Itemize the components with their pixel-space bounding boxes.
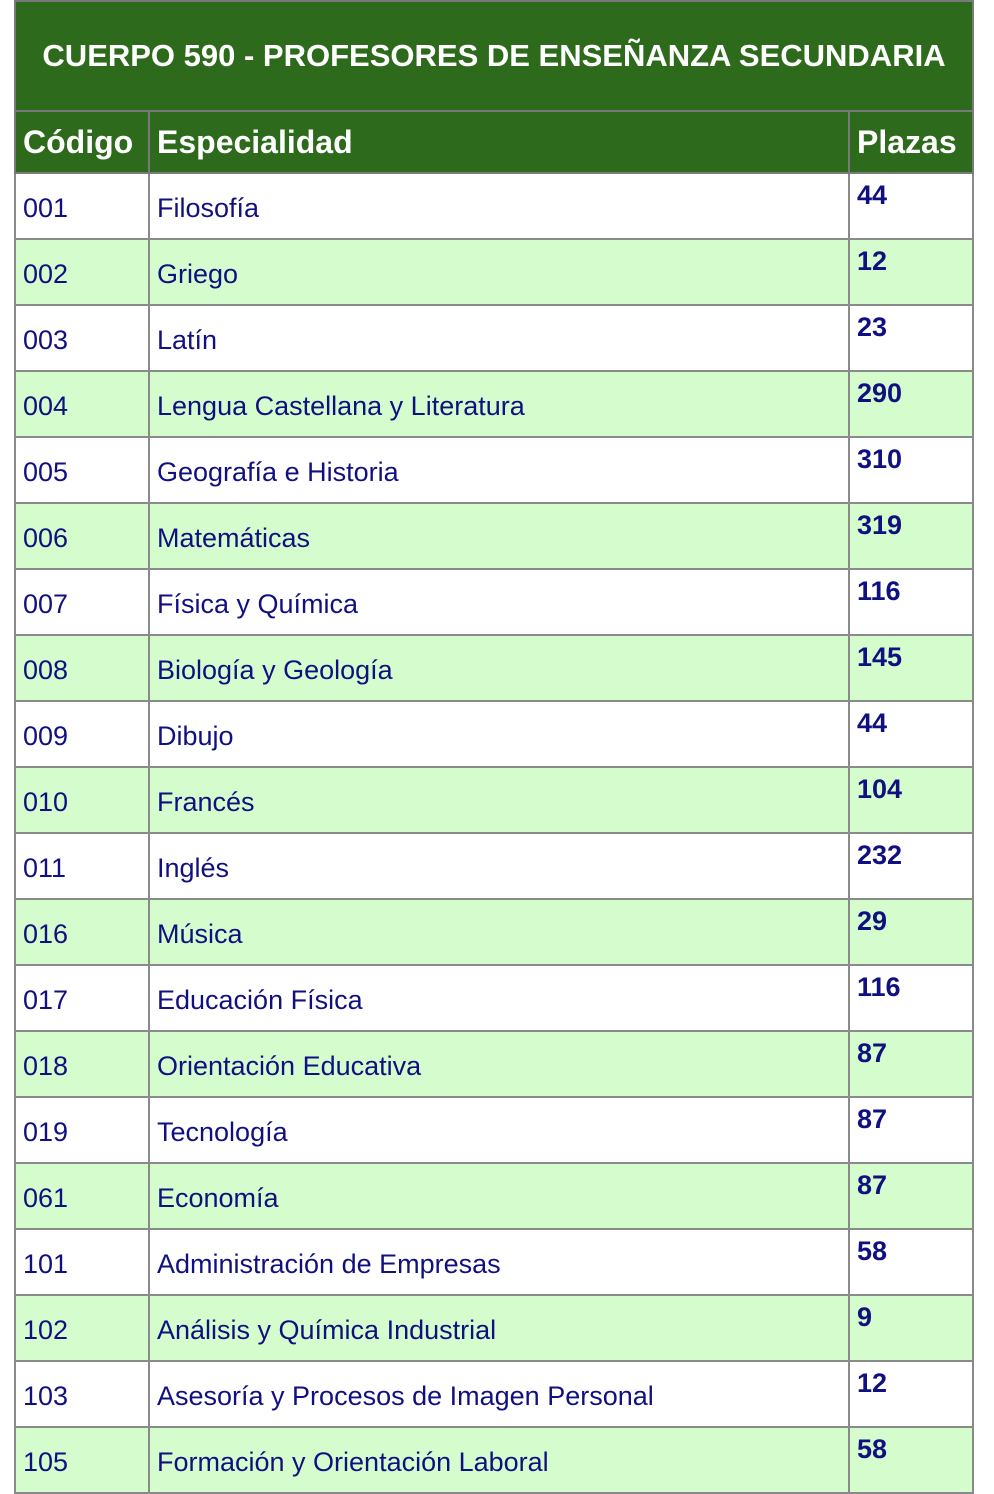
table-row bbox=[15, 437, 973, 503]
places-cell: 290 bbox=[849, 371, 973, 437]
places-cell: 319 bbox=[849, 503, 973, 569]
places-cell: 87 bbox=[849, 1163, 973, 1229]
code-cell: 016 bbox=[15, 899, 149, 965]
places-cell: 9 bbox=[849, 1295, 973, 1361]
places-cell: 145 bbox=[849, 635, 973, 701]
code-cell: 105 bbox=[15, 1427, 149, 1493]
header-specialty: Especialidad bbox=[149, 111, 849, 173]
specialty-cell: Formación y Orientación Laboral bbox=[149, 1427, 849, 1493]
table-row bbox=[15, 767, 973, 833]
specialties-table bbox=[14, 0, 974, 1494]
code-cell: 004 bbox=[15, 371, 149, 437]
specialty-cell: Tecnología bbox=[149, 1097, 849, 1163]
table-row bbox=[15, 965, 973, 1031]
code-cell: 019 bbox=[15, 1097, 149, 1163]
places-cell: 29 bbox=[849, 899, 973, 965]
code-cell: 011 bbox=[15, 833, 149, 899]
table-row bbox=[15, 173, 973, 239]
specialty-cell: Geografía e Historia bbox=[149, 437, 849, 503]
specialty-cell: Orientación Educativa bbox=[149, 1031, 849, 1097]
code-cell: 018 bbox=[15, 1031, 149, 1097]
table-title: CUERPO 590 - PROFESORES DE ENSEÑANZA SECUNDARIA bbox=[15, 1, 973, 111]
places-cell: 87 bbox=[849, 1097, 973, 1163]
code-cell: 003 bbox=[15, 305, 149, 371]
code-cell: 101 bbox=[15, 1229, 149, 1295]
table-row bbox=[15, 1163, 973, 1229]
code-cell: 009 bbox=[15, 701, 149, 767]
code-cell: 005 bbox=[15, 437, 149, 503]
specialty-cell: Música bbox=[149, 899, 849, 965]
table-row bbox=[15, 305, 973, 371]
table-row bbox=[15, 1229, 973, 1295]
table-container bbox=[14, 0, 972, 1494]
table-row bbox=[15, 1295, 973, 1361]
code-cell: 008 bbox=[15, 635, 149, 701]
table-row bbox=[15, 701, 973, 767]
code-cell: 006 bbox=[15, 503, 149, 569]
header-places: Plazas bbox=[849, 111, 973, 173]
title-row bbox=[15, 1, 973, 111]
specialty-cell: Análisis y Química Industrial bbox=[149, 1295, 849, 1361]
specialty-cell: Dibujo bbox=[149, 701, 849, 767]
table-row bbox=[15, 1427, 973, 1493]
specialty-cell: Griego bbox=[149, 239, 849, 305]
code-cell: 017 bbox=[15, 965, 149, 1031]
header-row bbox=[15, 111, 973, 173]
places-cell: 44 bbox=[849, 701, 973, 767]
specialty-cell: Lengua Castellana y Literatura bbox=[149, 371, 849, 437]
places-cell: 116 bbox=[849, 965, 973, 1031]
table-row bbox=[15, 569, 973, 635]
specialty-cell: Física y Química bbox=[149, 569, 849, 635]
table-row bbox=[15, 1361, 973, 1427]
specialty-cell: Economía bbox=[149, 1163, 849, 1229]
places-cell: 116 bbox=[849, 569, 973, 635]
table-row bbox=[15, 1031, 973, 1097]
table-row bbox=[15, 1097, 973, 1163]
places-cell: 12 bbox=[849, 1361, 973, 1427]
code-cell: 103 bbox=[15, 1361, 149, 1427]
specialty-cell: Administración de Empresas bbox=[149, 1229, 849, 1295]
code-cell: 001 bbox=[15, 173, 149, 239]
places-cell: 87 bbox=[849, 1031, 973, 1097]
specialty-cell: Matemáticas bbox=[149, 503, 849, 569]
specialty-cell: Biología y Geología bbox=[149, 635, 849, 701]
places-cell: 44 bbox=[849, 173, 973, 239]
places-cell: 12 bbox=[849, 239, 973, 305]
specialty-cell: Filosofía bbox=[149, 173, 849, 239]
table-row bbox=[15, 239, 973, 305]
code-cell: 002 bbox=[15, 239, 149, 305]
places-cell: 310 bbox=[849, 437, 973, 503]
table-row bbox=[15, 503, 973, 569]
places-cell: 58 bbox=[849, 1427, 973, 1493]
specialty-cell: Asesoría y Procesos de Imagen Personal bbox=[149, 1361, 849, 1427]
table-row bbox=[15, 833, 973, 899]
code-cell: 102 bbox=[15, 1295, 149, 1361]
table-row bbox=[15, 635, 973, 701]
table-row bbox=[15, 899, 973, 965]
places-cell: 23 bbox=[849, 305, 973, 371]
specialty-cell: Latín bbox=[149, 305, 849, 371]
specialty-cell: Inglés bbox=[149, 833, 849, 899]
places-cell: 104 bbox=[849, 767, 973, 833]
specialty-cell: Francés bbox=[149, 767, 849, 833]
places-cell: 232 bbox=[849, 833, 973, 899]
code-cell: 061 bbox=[15, 1163, 149, 1229]
specialty-cell: Educación Física bbox=[149, 965, 849, 1031]
table-row bbox=[15, 371, 973, 437]
code-cell: 007 bbox=[15, 569, 149, 635]
places-cell: 58 bbox=[849, 1229, 973, 1295]
code-cell: 010 bbox=[15, 767, 149, 833]
header-code: Código bbox=[15, 111, 149, 173]
